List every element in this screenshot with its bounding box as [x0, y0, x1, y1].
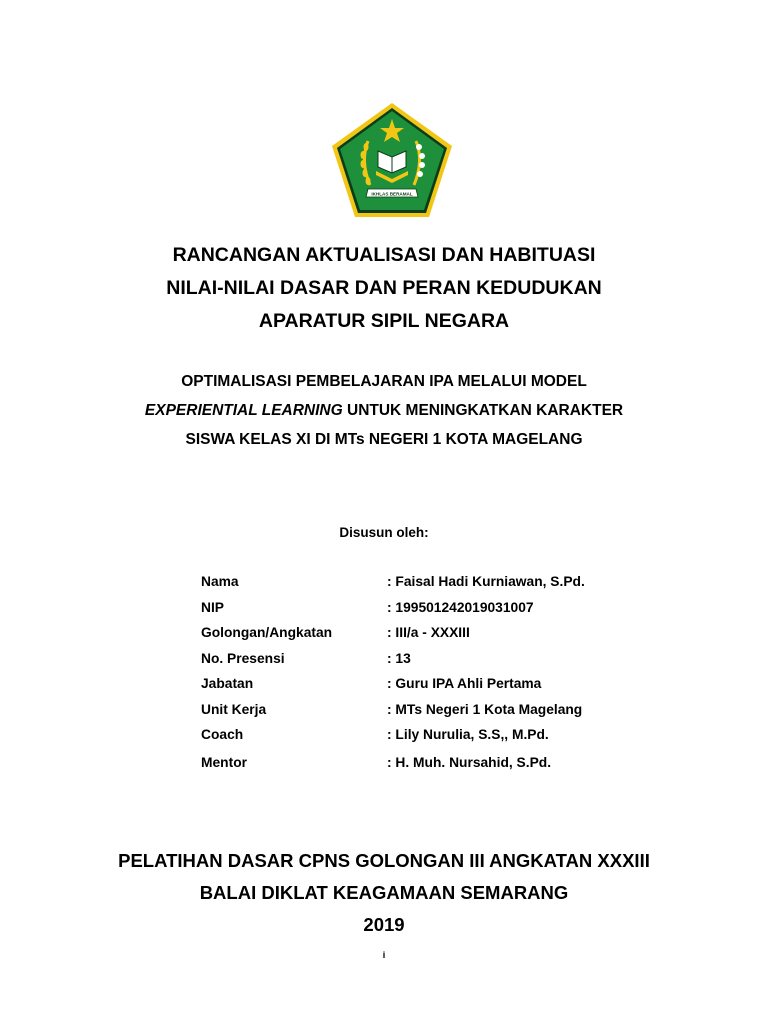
- institution-footer: [0, 845, 768, 941]
- info-value: : Lily Nurulia, S.S,, M.Pd.: [387, 727, 549, 742]
- info-label: Unit Kerja: [201, 701, 267, 717]
- info-label: Golongan/Angkatan: [201, 625, 333, 640]
- kementerian-agama-emblem-icon: [330, 101, 454, 219]
- subtitle-line-2-rest: UNTUK MENINGKATKAN KARAKTER: [342, 402, 624, 419]
- info-value: : Guru IPA Ahli Pertama: [387, 676, 542, 691]
- composer-label: Disusun oleh:: [339, 525, 429, 540]
- logo-motto: IKHLAS BERAMAL: [371, 191, 413, 197]
- info-value: : 13: [387, 650, 411, 666]
- info-label: Nama: [201, 574, 239, 589]
- subtitle-line-3: SISWA KELAS XI DI MTs NEGERI 1 KOTA MAGELANG: [185, 431, 583, 448]
- title-line-1: RANCANGAN AKTUALISASI DAN HABITUASI: [172, 244, 596, 266]
- info-value: : H. Muh. Nursahid, S.Pd.: [387, 754, 552, 770]
- info-value: : MTs Negeri 1 Kota Magelang: [387, 701, 583, 717]
- page-number: i: [382, 950, 386, 960]
- info-label: Jabatan: [201, 676, 254, 691]
- info-value: : III/a - XXXIII: [387, 625, 470, 640]
- footer-line-1: PELATIHAN DASAR CPNS GOLONGAN III ANGKATAN XXXIII: [118, 850, 650, 871]
- document-subtitle: [0, 367, 768, 454]
- title-line-3: APARATUR SIPIL NEGARA: [258, 310, 510, 332]
- info-label: Mentor: [201, 754, 247, 770]
- footer-line-2: BALAI DIKLAT KEAGAMAAN SEMARANG: [199, 882, 569, 903]
- subtitle-italic-term: EXPERIENTIAL LEARNING: [144, 402, 343, 419]
- info-label: NIP: [201, 599, 224, 615]
- footer-year: 2019: [363, 914, 405, 935]
- info-label: Coach: [201, 727, 244, 742]
- info-value: : Faisal Hadi Kurniawan, S.Pd.: [387, 574, 585, 589]
- title-line-2: NILAI-NILAI DASAR DAN PERAN KEDUDUKAN: [166, 277, 602, 299]
- info-label: No. Presensi: [201, 650, 285, 666]
- document-title: [0, 239, 768, 338]
- subtitle-line-1: OPTIMALISASI PEMBELAJARAN IPA MELALUI MODEL: [181, 373, 587, 390]
- subtitle-line-2: [0, 396, 768, 425]
- info-value: : 199501242019031007: [387, 599, 534, 615]
